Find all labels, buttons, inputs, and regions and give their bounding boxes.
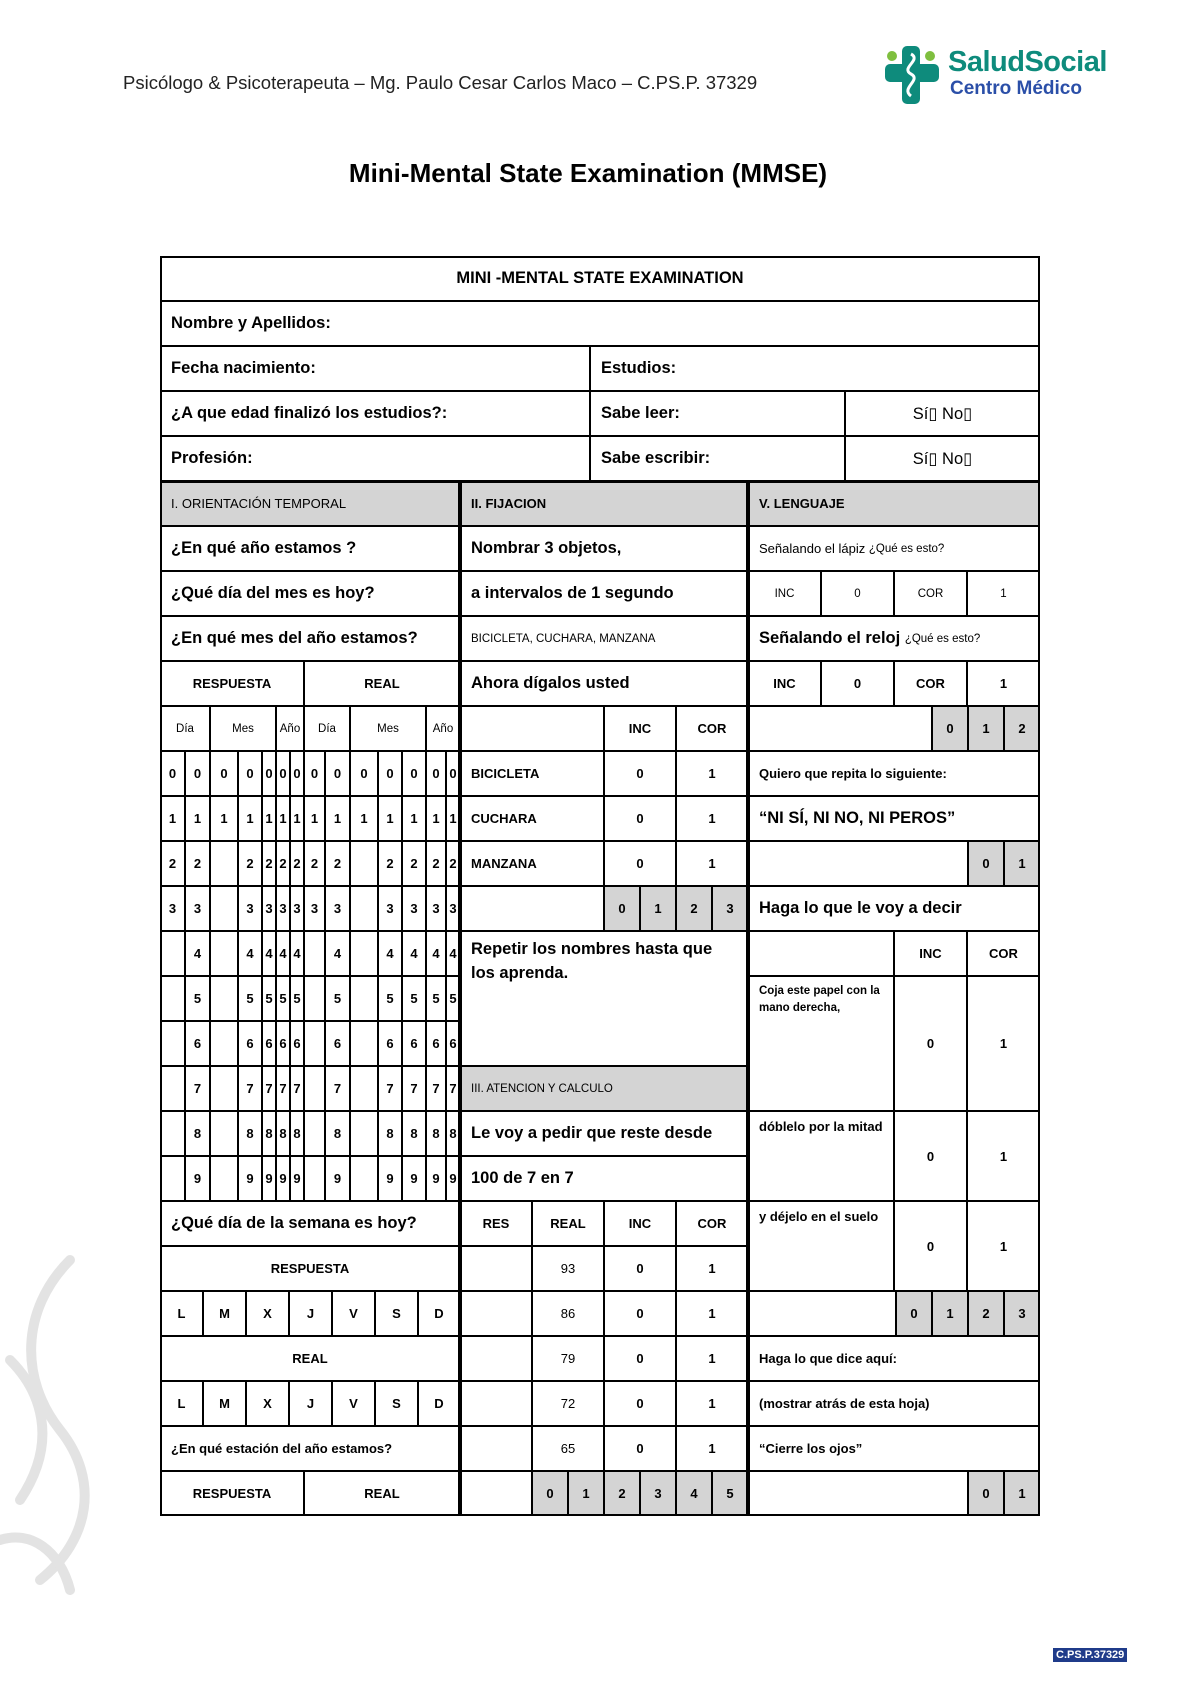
date-digit-cell[interactable]: 9 xyxy=(446,1156,460,1201)
attention-inc-score[interactable]: 0 xyxy=(604,1426,676,1471)
date-digit-cell[interactable]: 3 xyxy=(262,886,276,931)
attention-cor-header: COR xyxy=(676,1201,748,1246)
date-digit-cell[interactable]: 0 xyxy=(304,751,325,796)
date-digit-cell[interactable]: 0 xyxy=(238,751,262,796)
real-weekday-6[interactable]: D xyxy=(418,1381,460,1426)
clock-prompt-text: Señalando el reloj xyxy=(759,629,901,647)
date-digit-cell[interactable] xyxy=(210,1156,238,1201)
date-digit-cell[interactable]: 9 xyxy=(276,1156,290,1201)
date-digit-cell[interactable]: 6 xyxy=(378,1021,402,1066)
date-digit-cell[interactable]: 6 xyxy=(185,1021,210,1066)
attention-response-cell[interactable] xyxy=(460,1381,532,1426)
naming-total-1[interactable]: 1 xyxy=(968,706,1004,751)
fixation-objects-line: BICICLETA, CUCHARA, MANZANA xyxy=(460,616,748,661)
real-weekday-5[interactable]: S xyxy=(375,1381,418,1426)
q-weekday: ¿Qué día de la semana es hoy? xyxy=(160,1201,460,1246)
date-digit-cell[interactable] xyxy=(350,1021,378,1066)
fixation-line1: Nombrar 3 objetos, xyxy=(460,526,748,571)
season-response-header: RESPUESTA xyxy=(160,1471,304,1516)
real-weekday-4[interactable]: V xyxy=(332,1381,375,1426)
date-digit-cell[interactable] xyxy=(350,976,378,1021)
date-digit-cell[interactable]: 5 xyxy=(262,976,276,1021)
date-digit-cell[interactable]: 6 xyxy=(325,1021,350,1066)
date-digit-cell[interactable]: 7 xyxy=(276,1066,290,1111)
date-digit-cell[interactable]: 1 xyxy=(304,796,325,841)
command-total-0[interactable]: 0 xyxy=(896,1291,932,1336)
resp-weekday-2[interactable]: X xyxy=(246,1291,289,1336)
attention-line1: Le voy a pedir que reste desde xyxy=(460,1111,748,1156)
date-digit-cell[interactable]: 1 xyxy=(402,796,426,841)
command-inc-score[interactable]: 0 xyxy=(894,1201,967,1291)
q-day: ¿Qué día del mes es hoy? xyxy=(160,571,460,616)
attention-value-2: 79 xyxy=(532,1336,604,1381)
resp-weekday-6[interactable]: D xyxy=(418,1291,460,1336)
date-digit-cell[interactable]: 6 xyxy=(446,1021,460,1066)
attention-inc-score[interactable]: 0 xyxy=(604,1291,676,1336)
date-digit-cell[interactable]: 6 xyxy=(290,1021,304,1066)
date-digit-cell[interactable]: 7 xyxy=(262,1066,276,1111)
attention-total-1[interactable]: 1 xyxy=(568,1471,604,1516)
date-digit-cell[interactable]: 3 xyxy=(160,886,185,931)
date-digit-cell[interactable]: 9 xyxy=(290,1156,304,1201)
date-digit-cell[interactable]: 4 xyxy=(378,931,402,976)
date-digit-cell[interactable]: 0 xyxy=(160,751,185,796)
date-digit-cell[interactable]: 2 xyxy=(160,841,185,886)
read-label: Sabe leer: xyxy=(590,391,845,436)
fixation-cor-header: COR xyxy=(676,706,748,751)
watermark-logo xyxy=(0,1240,120,1600)
date-digit-cell[interactable]: 0 xyxy=(402,751,426,796)
resp-date-header-0: Día xyxy=(160,706,210,751)
date-digit-cell[interactable]: 2 xyxy=(304,841,325,886)
real-weekday-2[interactable]: X xyxy=(246,1381,289,1426)
date-digit-cell[interactable]: 0 xyxy=(378,751,402,796)
real-weekday-3[interactable]: J xyxy=(289,1381,332,1426)
attention-response-cell[interactable] xyxy=(460,1246,532,1291)
section-fixation: II. FIJACION xyxy=(460,481,748,526)
date-digit-cell[interactable]: 1 xyxy=(238,796,262,841)
repeat-total-1[interactable]: 1 xyxy=(1004,841,1040,886)
fixation-score-spacer xyxy=(460,886,604,931)
attention-res-header: RES xyxy=(460,1201,532,1246)
date-digit-cell[interactable] xyxy=(350,886,378,931)
write-options[interactable]: Sí▯ No▯ xyxy=(845,436,1040,481)
command-fold: dóblelo por la mitad xyxy=(748,1111,894,1201)
date-digit-cell[interactable]: 3 xyxy=(238,886,262,931)
fixation-total-0[interactable]: 0 xyxy=(604,886,640,931)
command-inc-score[interactable]: 0 xyxy=(894,976,967,1111)
command-cor-score[interactable]: 1 xyxy=(967,976,1040,1111)
date-digit-cell[interactable]: 4 xyxy=(262,931,276,976)
date-digit-cell[interactable]: 1 xyxy=(378,796,402,841)
command-header-spacer xyxy=(748,931,894,976)
real-weekday-0[interactable]: L xyxy=(160,1381,203,1426)
date-digit-cell[interactable]: 0 xyxy=(290,751,304,796)
date-digit-cell[interactable] xyxy=(304,1111,325,1156)
command-take-paper: Coja este papel con la mano derecha, xyxy=(748,976,894,1111)
command-total-1[interactable]: 1 xyxy=(932,1291,968,1336)
date-digit-cell[interactable]: 7 xyxy=(185,1066,210,1111)
command-cor-header: COR xyxy=(967,931,1040,976)
date-digit-cell[interactable]: 4 xyxy=(185,931,210,976)
date-digit-cell[interactable]: 8 xyxy=(446,1111,460,1156)
attention-inc-header: INC xyxy=(604,1201,676,1246)
real-header: REAL xyxy=(304,661,460,706)
date-digit-cell[interactable]: 3 xyxy=(426,886,446,931)
fixation-object-1: CUCHARA xyxy=(460,796,604,841)
fixation-cor-score[interactable]: 1 xyxy=(676,841,748,886)
attention-value-1: 86 xyxy=(532,1291,604,1336)
naming-total-2[interactable]: 2 xyxy=(1004,706,1040,751)
date-digit-cell[interactable]: 4 xyxy=(402,931,426,976)
page-title: Mini-Mental State Examination (MMSE) xyxy=(348,158,828,188)
date-digit-cell[interactable]: 6 xyxy=(402,1021,426,1066)
date-digit-cell[interactable]: 7 xyxy=(426,1066,446,1111)
age-studies-field[interactable]: ¿A que edad finalizó los estudios?: xyxy=(160,391,590,436)
date-digit-cell[interactable]: 8 xyxy=(185,1111,210,1156)
date-digit-cell[interactable]: 0 xyxy=(426,751,446,796)
date-digit-cell[interactable]: 5 xyxy=(378,976,402,1021)
date-digit-cell[interactable] xyxy=(350,1111,378,1156)
fixation-cor-score[interactable]: 1 xyxy=(676,796,748,841)
attention-line2: 100 de 7 en 7 xyxy=(460,1156,748,1201)
attention-value-3: 72 xyxy=(532,1381,604,1426)
date-digit-cell[interactable]: 0 xyxy=(446,751,460,796)
fixation-inc-score[interactable]: 0 xyxy=(604,796,676,841)
repeat-phrase: “NI SÍ, NI NO, NI PEROS” xyxy=(748,796,1040,841)
weekday-real-header: REAL xyxy=(160,1336,460,1381)
date-digit-cell[interactable]: 3 xyxy=(402,886,426,931)
date-digit-cell[interactable]: 2 xyxy=(446,841,460,886)
fixation-cor-score[interactable]: 1 xyxy=(676,751,748,796)
command-inc-header: INC xyxy=(894,931,967,976)
date-digit-cell[interactable] xyxy=(160,1021,185,1066)
date-digit-cell[interactable] xyxy=(210,1111,238,1156)
date-digit-cell[interactable]: 0 xyxy=(185,751,210,796)
date-digit-cell[interactable]: 5 xyxy=(325,976,350,1021)
weekday-response-header: RESPUESTA xyxy=(160,1246,460,1291)
date-digit-cell[interactable]: 6 xyxy=(426,1021,446,1066)
date-digit-cell[interactable]: 8 xyxy=(325,1111,350,1156)
date-digit-cell[interactable]: 1 xyxy=(262,796,276,841)
repeat-prompt: Quiero que repita lo siguiente: xyxy=(748,751,1040,796)
date-digit-cell[interactable]: 5 xyxy=(402,976,426,1021)
real-date-header-1: Mes xyxy=(350,706,426,751)
date-digit-cell[interactable]: 2 xyxy=(325,841,350,886)
read-options[interactable]: Sí▯ No▯ xyxy=(845,391,1040,436)
attention-cor-score[interactable]: 1 xyxy=(676,1246,748,1291)
real-date-header-2: Año xyxy=(426,706,460,751)
command-inc-score[interactable]: 0 xyxy=(894,1111,967,1201)
date-digit-cell[interactable]: 4 xyxy=(238,931,262,976)
name-field[interactable]: Nombre y Apellidos: xyxy=(160,301,1040,346)
attention-value-0: 93 xyxy=(532,1246,604,1291)
date-digit-cell[interactable]: 1 xyxy=(160,796,185,841)
date-digit-cell[interactable]: 1 xyxy=(276,796,290,841)
date-digit-cell[interactable]: 2 xyxy=(290,841,304,886)
date-digit-cell[interactable]: 8 xyxy=(238,1111,262,1156)
command-total-2[interactable]: 2 xyxy=(968,1291,1004,1336)
read-prompt: Haga lo que dice aquí: xyxy=(748,1336,1040,1381)
fixation-inc-header: INC xyxy=(604,706,676,751)
date-digit-cell[interactable] xyxy=(304,1156,325,1201)
clock-prompt xyxy=(748,616,1040,661)
date-digit-cell[interactable]: 5 xyxy=(290,976,304,1021)
date-digit-cell[interactable] xyxy=(304,976,325,1021)
real-weekday-1[interactable]: M xyxy=(203,1381,246,1426)
date-digit-cell[interactable] xyxy=(160,1111,185,1156)
clock-question: ¿Qué es esto? xyxy=(904,632,981,645)
date-digit-cell[interactable]: 7 xyxy=(238,1066,262,1111)
attention-score-spacer xyxy=(460,1471,532,1516)
date-digit-cell[interactable]: 8 xyxy=(262,1111,276,1156)
fixation-object-2: MANZANA xyxy=(460,841,604,886)
studies-field[interactable]: Estudios: xyxy=(590,346,1040,391)
license-stamp: C.PS.P.37329 xyxy=(1053,1648,1127,1662)
attention-value-4: 65 xyxy=(532,1426,604,1471)
pencil-question: ¿Qué es esto? xyxy=(868,542,945,555)
repeat-score-spacer xyxy=(748,841,968,886)
date-digit-cell[interactable]: 3 xyxy=(185,886,210,931)
date-digit-cell[interactable] xyxy=(160,931,185,976)
date-digit-cell[interactable] xyxy=(350,841,378,886)
date-digit-cell[interactable]: 4 xyxy=(325,931,350,976)
date-digit-cell[interactable]: 9 xyxy=(185,1156,210,1201)
date-digit-cell[interactable]: 5 xyxy=(446,976,460,1021)
fixation-object-0: BICICLETA xyxy=(460,751,604,796)
attention-total-5[interactable]: 5 xyxy=(712,1471,748,1516)
pencil-prompt xyxy=(748,526,1040,571)
date-digit-cell[interactable]: 7 xyxy=(325,1066,350,1111)
date-digit-cell[interactable]: 7 xyxy=(402,1066,426,1111)
resp-weekday-1[interactable]: M xyxy=(203,1291,246,1336)
date-digit-cell[interactable]: 2 xyxy=(276,841,290,886)
date-digit-cell[interactable]: 9 xyxy=(238,1156,262,1201)
command-score-spacer xyxy=(748,1291,896,1336)
pencil-inc-label: INC xyxy=(748,571,821,616)
date-digit-cell[interactable]: 5 xyxy=(276,976,290,1021)
date-digit-cell[interactable] xyxy=(304,1021,325,1066)
date-digit-cell[interactable]: 1 xyxy=(446,796,460,841)
clock-inc-score[interactable]: 0 xyxy=(821,661,894,706)
date-digit-cell[interactable]: 8 xyxy=(402,1111,426,1156)
date-digit-cell[interactable] xyxy=(210,1066,238,1111)
date-digit-cell[interactable]: 6 xyxy=(238,1021,262,1066)
date-digit-cell[interactable]: 1 xyxy=(426,796,446,841)
logo-name: SaludSocial xyxy=(948,46,1107,78)
date-digit-cell[interactable]: 0 xyxy=(262,751,276,796)
resp-weekday-0[interactable]: L xyxy=(160,1291,203,1336)
date-digit-cell[interactable] xyxy=(210,1021,238,1066)
date-digit-cell[interactable]: 3 xyxy=(304,886,325,931)
date-digit-cell[interactable]: 3 xyxy=(276,886,290,931)
clock-cor-score[interactable]: 1 xyxy=(967,661,1040,706)
date-digit-cell[interactable] xyxy=(160,1066,185,1111)
fixation-total-1[interactable]: 1 xyxy=(640,886,676,931)
command-total-3[interactable]: 3 xyxy=(1004,1291,1040,1336)
read-total-1[interactable]: 1 xyxy=(1004,1471,1040,1516)
date-digit-cell[interactable]: 3 xyxy=(446,886,460,931)
date-digit-cell[interactable]: 0 xyxy=(210,751,238,796)
attention-response-cell[interactable] xyxy=(460,1291,532,1336)
q-month: ¿En qué mes del año estamos? xyxy=(160,616,460,661)
date-digit-cell[interactable]: 7 xyxy=(378,1066,402,1111)
date-digit-cell[interactable]: 3 xyxy=(378,886,402,931)
pencil-cor-label: COR xyxy=(894,571,967,616)
date-digit-cell[interactable]: 3 xyxy=(325,886,350,931)
date-digit-cell[interactable]: 6 xyxy=(276,1021,290,1066)
date-digit-cell[interactable]: 2 xyxy=(426,841,446,886)
date-digit-cell[interactable]: 2 xyxy=(238,841,262,886)
resp-weekday-5[interactable]: S xyxy=(375,1291,418,1336)
attention-response-cell[interactable] xyxy=(460,1426,532,1471)
date-digit-cell[interactable]: 5 xyxy=(185,976,210,1021)
date-digit-cell[interactable] xyxy=(304,931,325,976)
command-cor-score[interactable]: 1 xyxy=(967,1111,1040,1201)
date-digit-cell[interactable]: 5 xyxy=(238,976,262,1021)
read-score-spacer xyxy=(748,1471,968,1516)
q-year: ¿En qué año estamos ? xyxy=(160,526,460,571)
date-digit-cell[interactable] xyxy=(160,1156,185,1201)
date-digit-cell[interactable]: 1 xyxy=(210,796,238,841)
date-digit-cell[interactable] xyxy=(210,841,238,886)
attention-real-header: REAL xyxy=(532,1201,604,1246)
date-digit-cell[interactable] xyxy=(350,931,378,976)
show-back-note: (mostrar atrás de esta hoja) xyxy=(748,1381,1040,1426)
date-digit-cell[interactable]: 1 xyxy=(325,796,350,841)
fixation-inc-score[interactable]: 0 xyxy=(604,841,676,886)
pencil-prompt-text: Señalando el lápiz xyxy=(759,541,866,556)
attention-inc-score[interactable]: 0 xyxy=(604,1246,676,1291)
date-digit-cell[interactable] xyxy=(210,976,238,1021)
date-digit-cell[interactable]: 1 xyxy=(350,796,378,841)
clock-inc-label: INC xyxy=(748,661,821,706)
date-digit-cell[interactable]: 4 xyxy=(446,931,460,976)
date-digit-cell[interactable]: 9 xyxy=(378,1156,402,1201)
date-digit-cell[interactable]: 4 xyxy=(290,931,304,976)
date-digit-cell[interactable]: 6 xyxy=(262,1021,276,1066)
date-digit-cell[interactable]: 9 xyxy=(262,1156,276,1201)
read-total-0[interactable]: 0 xyxy=(968,1471,1004,1516)
attention-total-4[interactable]: 4 xyxy=(676,1471,712,1516)
date-digit-cell[interactable]: 8 xyxy=(426,1111,446,1156)
date-digit-cell[interactable]: 2 xyxy=(185,841,210,886)
date-digit-cell[interactable] xyxy=(210,931,238,976)
attention-cor-score[interactable]: 1 xyxy=(676,1381,748,1426)
clock-cor-label: COR xyxy=(894,661,967,706)
form-heading: MINI -MENTAL STATE EXAMINATION xyxy=(160,256,1040,301)
date-digit-cell[interactable] xyxy=(160,976,185,1021)
pencil-inc-score[interactable]: 0 xyxy=(821,571,894,616)
date-digit-cell[interactable] xyxy=(210,886,238,931)
date-digit-cell[interactable]: 9 xyxy=(426,1156,446,1201)
naming-total-0[interactable]: 0 xyxy=(932,706,968,751)
resp-date-header-2: Año xyxy=(276,706,304,751)
attention-total-3[interactable]: 3 xyxy=(640,1471,676,1516)
date-digit-cell[interactable]: 8 xyxy=(378,1111,402,1156)
fixation-total-2[interactable]: 2 xyxy=(676,886,712,931)
close-eyes-phrase: “Cierre los ojos” xyxy=(748,1426,1040,1471)
fixation-line2: a intervalos de 1 segundo xyxy=(460,571,748,616)
date-digit-cell[interactable]: 9 xyxy=(325,1156,350,1201)
date-digit-cell[interactable]: 0 xyxy=(276,751,290,796)
date-digit-cell[interactable]: 0 xyxy=(325,751,350,796)
command-prompt: Haga lo que le voy a decir xyxy=(748,886,1040,931)
response-header: RESPUESTA xyxy=(160,661,304,706)
date-digit-cell[interactable]: 3 xyxy=(290,886,304,931)
attention-cor-score[interactable]: 1 xyxy=(676,1336,748,1381)
date-digit-cell[interactable]: 7 xyxy=(446,1066,460,1111)
resp-date-header-1: Mes xyxy=(210,706,276,751)
date-digit-cell[interactable]: 8 xyxy=(290,1111,304,1156)
attention-total-0[interactable]: 0 xyxy=(532,1471,568,1516)
date-digit-cell[interactable]: 4 xyxy=(276,931,290,976)
author-line: Psicólogo & Psicoterapeuta – Mg. Paulo Cesar Carlos Maco – C.PS.P. 37329 xyxy=(123,72,758,93)
date-digit-cell[interactable]: 5 xyxy=(426,976,446,1021)
date-digit-cell[interactable] xyxy=(304,1066,325,1111)
attention-total-2[interactable]: 2 xyxy=(604,1471,640,1516)
fixation-blank xyxy=(460,706,604,751)
date-digit-cell[interactable]: 9 xyxy=(402,1156,426,1201)
resp-weekday-3[interactable]: J xyxy=(289,1291,332,1336)
attention-inc-score[interactable]: 0 xyxy=(604,1381,676,1426)
fixation-inc-score[interactable]: 0 xyxy=(604,751,676,796)
naming-score-spacer xyxy=(748,706,932,751)
resp-weekday-4[interactable]: V xyxy=(332,1291,375,1336)
attention-cor-score[interactable]: 1 xyxy=(676,1426,748,1471)
fixation-now-say: Ahora dígalos usted xyxy=(460,661,748,706)
attention-response-cell[interactable] xyxy=(460,1336,532,1381)
fixation-total-3[interactable]: 3 xyxy=(712,886,748,931)
date-digit-cell[interactable]: 2 xyxy=(262,841,276,886)
date-digit-cell[interactable]: 2 xyxy=(378,841,402,886)
date-digit-cell[interactable] xyxy=(350,1066,378,1111)
pencil-cor-score[interactable]: 1 xyxy=(967,571,1040,616)
date-digit-cell[interactable]: 1 xyxy=(290,796,304,841)
section-language: V. LENGUAJE xyxy=(748,481,1040,526)
section-attention: III. ATENCION Y CALCULO xyxy=(460,1066,748,1111)
date-digit-cell[interactable] xyxy=(350,1156,378,1201)
write-label: Sabe escribir: xyxy=(590,436,845,481)
command-cor-score[interactable]: 1 xyxy=(967,1201,1040,1291)
clinic-logo xyxy=(882,44,1107,106)
birth-date-field[interactable]: Fecha nacimiento: xyxy=(160,346,590,391)
date-digit-cell[interactable]: 0 xyxy=(350,751,378,796)
section-orientation: I. ORIENTACIÓN TEMPORAL xyxy=(160,481,460,526)
fixation-repeat-note: Repetir los nombres hasta que los aprenda. xyxy=(460,931,748,1066)
attention-inc-score[interactable]: 0 xyxy=(604,1336,676,1381)
q-season: ¿En qué estación del año estamos? xyxy=(160,1426,460,1471)
real-date-header-0: Día xyxy=(304,706,350,751)
date-digit-cell[interactable]: 4 xyxy=(426,931,446,976)
date-digit-cell[interactable]: 8 xyxy=(276,1111,290,1156)
date-digit-cell[interactable]: 2 xyxy=(402,841,426,886)
date-digit-cell[interactable]: 1 xyxy=(185,796,210,841)
season-real-header: REAL xyxy=(304,1471,460,1516)
medical-cross-icon xyxy=(882,44,944,106)
repeat-total-0[interactable]: 0 xyxy=(968,841,1004,886)
attention-cor-score[interactable]: 1 xyxy=(676,1291,748,1336)
date-digit-cell[interactable]: 7 xyxy=(290,1066,304,1111)
logo-subtitle: Centro Médico xyxy=(950,78,1082,99)
command-floor: y déjelo en el suelo xyxy=(748,1201,894,1291)
profession-field[interactable]: Profesión: xyxy=(160,436,590,481)
